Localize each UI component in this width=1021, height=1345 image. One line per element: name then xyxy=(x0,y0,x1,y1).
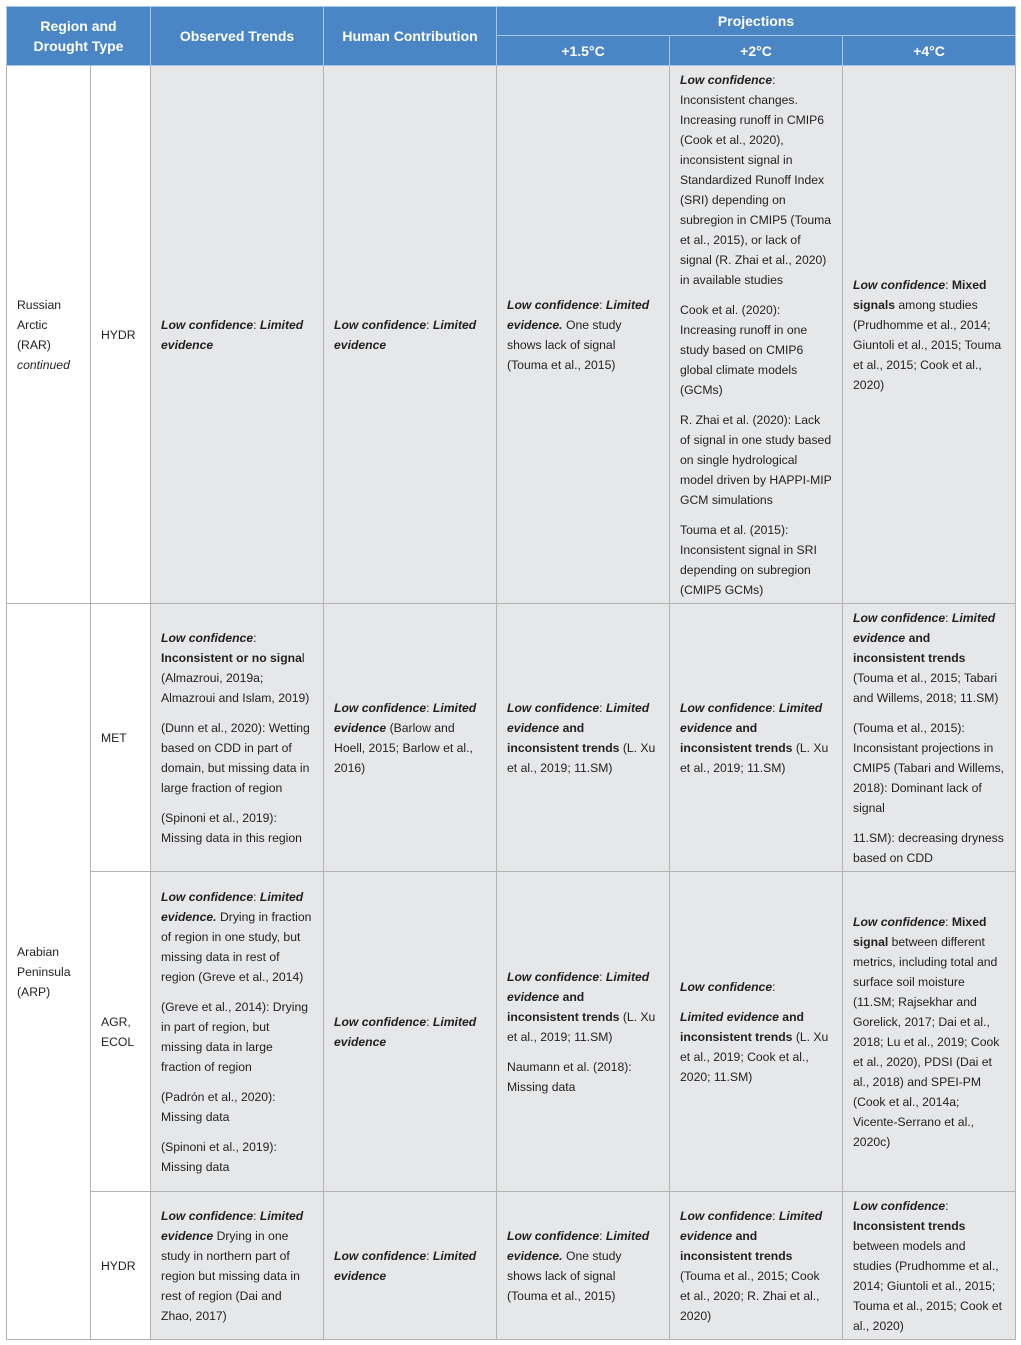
drought-assessment-table xyxy=(6,6,1016,1340)
confidence-label: Low confidence xyxy=(853,277,946,292)
cell-text: (Spinoni et al., 2019): Missing data xyxy=(161,1139,277,1174)
key-finding: and inconsistent trends xyxy=(853,630,966,665)
confidence-label: Low confidence xyxy=(507,700,600,715)
cell-paragraph xyxy=(680,1206,832,1326)
cell-paragraph xyxy=(161,887,313,987)
observed-trends-cell xyxy=(151,66,324,604)
cell-text: : xyxy=(772,1208,779,1223)
cell-text: (Touma et al., 2015; Cook et al., 2020; R. Zhai et al., 2020) xyxy=(680,1268,820,1323)
confidence-label: Low confidence xyxy=(853,1198,946,1213)
cell-paragraph xyxy=(680,520,832,600)
cell-text: : xyxy=(426,317,433,332)
confidence-label: Limited evidence xyxy=(507,700,650,735)
table-row-arp-hydr xyxy=(7,1192,1016,1340)
confidence-label: Low confidence xyxy=(680,1208,773,1223)
cell-text: : xyxy=(599,297,606,312)
cell-text: : xyxy=(253,630,257,645)
header-projections: Projections xyxy=(497,7,1016,36)
cell-text: : xyxy=(426,1014,433,1029)
confidence-label: Limited evidence. xyxy=(507,1228,650,1263)
cell-text: Drying in fraction of region in one study, but missing data in rest of region (Greve et al., 2014) xyxy=(161,909,312,984)
cell-paragraph xyxy=(853,718,1005,818)
cell-text: (Greve et al., 2014): Drying in part of region, but missing data in large fraction of region xyxy=(161,999,309,1074)
confidence-label: Low confidence xyxy=(334,317,427,332)
cell-text: Naumann et al. (2018): Missing data xyxy=(507,1059,632,1094)
cell-paragraph xyxy=(507,698,659,778)
cell-text: : xyxy=(945,610,952,625)
key-finding: and inconsistent trends xyxy=(507,989,620,1024)
projection-1-5c-cell xyxy=(497,604,670,872)
cell-paragraph xyxy=(680,698,832,778)
cell-text: : xyxy=(599,1228,606,1243)
projection-2c-cell xyxy=(670,1192,843,1340)
cell-text: (L. Xu et al., 2019; 11.SM) xyxy=(507,1009,656,1044)
confidence-label: Low confidence xyxy=(680,979,773,994)
projection-2c-cell xyxy=(670,872,843,1192)
header-4c: +4°C xyxy=(843,36,1016,66)
cell-text: (L. Xu et al., 2019; Cook et al., 2020; 11.SM) xyxy=(680,1029,829,1084)
key-finding: Mixed signal xyxy=(853,914,987,949)
cell-paragraph xyxy=(680,300,832,400)
observed-trends-cell xyxy=(151,872,324,1192)
cell-text: Drying in one study in northern part of region but missing data in rest of region (Dai and Zhao, 2017) xyxy=(161,1228,300,1323)
label-line: Arctic xyxy=(17,317,48,332)
region-cell-arp xyxy=(7,604,91,1340)
cell-paragraph xyxy=(853,275,1005,395)
confidence-label: Limited evidence xyxy=(853,610,996,645)
table-row-arp-met xyxy=(7,604,1016,872)
observed-trends-cell xyxy=(151,604,324,872)
confidence-label: Low confidence xyxy=(507,1228,600,1243)
cell-paragraph xyxy=(680,410,832,510)
header-observed-trends: Observed Trends xyxy=(151,7,324,66)
cell-text: One study shows lack of signal (Touma et al., 2015) xyxy=(507,1248,622,1303)
drought-type-cell: HYDR xyxy=(91,1192,151,1340)
key-finding: and inconsistent trends xyxy=(680,1228,793,1263)
label-line: AGR, xyxy=(101,1014,131,1029)
confidence-label: Low confidence xyxy=(853,610,946,625)
table-row-arp-agr-ecol xyxy=(7,872,1016,1192)
projection-4c-cell xyxy=(843,1192,1016,1340)
cell-text: Cook et al. (2020): Increasing runoff in one study based on CMIP6 global climate models (GCMs) xyxy=(680,302,808,397)
region-continued-note: continued xyxy=(17,357,70,372)
cell-paragraph xyxy=(507,967,659,1047)
cell-paragraph xyxy=(161,997,313,1077)
confidence-label: Limited evidence. xyxy=(161,889,304,924)
cell-text: (Touma et al., 2015): Inconsistant projections in CMIP5 (Tabari and Willems, 2018): Dominant lack of signal xyxy=(853,720,1005,815)
cell-paragraph xyxy=(853,608,1005,708)
cell-paragraph xyxy=(507,1226,659,1306)
region-name xyxy=(17,942,80,1002)
cell-paragraph xyxy=(161,315,313,355)
confidence-label: Limited evidence. xyxy=(507,297,650,332)
cell-paragraph xyxy=(853,1196,1005,1336)
cell-text: Touma et al. (2015): Inconsistent signal in SRI depending on subregion (CMIP5 GCMs) xyxy=(680,522,817,597)
confidence-label: Low confidence xyxy=(161,1208,254,1223)
confidence-label: Low confidence xyxy=(161,889,254,904)
key-finding: Mixed signals xyxy=(853,277,987,312)
cell-text: l (Almazroui, 2019a; Almazroui and Islam, 2019) xyxy=(161,650,310,705)
cell-text: : xyxy=(253,317,260,332)
human-contribution-cell xyxy=(324,66,497,604)
header-2c: +2°C xyxy=(670,36,843,66)
projection-2c-cell xyxy=(670,66,843,604)
confidence-label: Low confidence xyxy=(680,700,773,715)
label-line: (RAR) xyxy=(17,337,51,352)
observed-trends-cell xyxy=(151,1192,324,1340)
cell-text: : xyxy=(426,1248,433,1263)
table-row-rar-hydr xyxy=(7,66,1016,604)
confidence-label: Limited evidence xyxy=(334,1248,477,1283)
projection-4c-cell xyxy=(843,604,1016,872)
human-contribution-cell xyxy=(324,604,497,872)
confidence-label: Limited evidence xyxy=(680,1208,823,1243)
cell-paragraph xyxy=(334,1246,486,1286)
drought-type-cell xyxy=(91,872,151,1192)
drought-type-cell: HYDR xyxy=(91,66,151,604)
confidence-label: Low confidence xyxy=(507,969,600,984)
human-contribution-cell xyxy=(324,872,497,1192)
cell-text: (Padrón et al., 2020): Missing data xyxy=(161,1089,276,1124)
confidence-label: Low confidence xyxy=(334,700,427,715)
key-finding: and inconsistent trends xyxy=(507,720,620,755)
key-finding: Inconsistent or no signa xyxy=(161,650,302,665)
cell-paragraph xyxy=(334,698,486,778)
label-line: Russian xyxy=(17,297,62,312)
cell-paragraph xyxy=(161,628,313,708)
confidence-label: Limited evidence xyxy=(680,700,823,735)
confidence-label: Low confidence xyxy=(334,1248,427,1263)
cell-text: (Barlow and Hoell, 2015; Barlow et al., 2016) xyxy=(334,720,473,775)
cell-text: (Dunn et al., 2020): Wetting based on CDD in part of domain, but missing data in large fraction of region xyxy=(161,720,310,795)
cell-paragraph xyxy=(507,1057,659,1097)
cell-text: : xyxy=(772,700,779,715)
cell-paragraph xyxy=(161,1087,313,1127)
cell-paragraph xyxy=(853,912,1005,1152)
confidence-label: Limited evidence xyxy=(334,700,477,735)
cell-paragraph xyxy=(334,315,486,355)
projection-1-5c-cell xyxy=(497,1192,670,1340)
projection-1-5c-cell xyxy=(497,66,670,604)
confidence-label: Low confidence xyxy=(853,914,946,929)
confidence-label: Limited evidence xyxy=(161,1208,304,1243)
cell-paragraph xyxy=(853,828,1005,868)
cell-text: R. Zhai et al. (2020): Lack of signal in one study based on single hydrological model driven by HAPPI-MIP GCM simulations xyxy=(680,412,832,507)
cell-text: One study shows lack of signal (Touma et al., 2015) xyxy=(507,317,622,372)
confidence-label: Low confidence xyxy=(680,72,773,87)
confidence-label: Limited evidence xyxy=(507,969,650,1004)
cell-text: between models and studies (Prudhomme et al., 2014; Giuntoli et al., 2015; Touma et al., 2015; Cook et al., 2020) xyxy=(853,1238,1003,1333)
confidence-label: Low confidence xyxy=(161,317,254,332)
cell-text: (Spinoni et al., 2019): Missing data in this region xyxy=(161,810,302,845)
cell-paragraph xyxy=(161,1137,313,1177)
header-1-5c: +1.5°C xyxy=(497,36,670,66)
label-line: (ARP) xyxy=(17,984,51,999)
cell-paragraph xyxy=(680,70,832,290)
cell-text: (L. Xu et al., 2019; 11.SM) xyxy=(507,740,656,775)
projection-4c-cell xyxy=(843,66,1016,604)
key-finding: Inconsistent trends xyxy=(853,1218,966,1233)
region-name xyxy=(17,295,80,355)
confidence-label: Limited evidence xyxy=(161,317,304,352)
cell-text: : xyxy=(599,969,606,984)
confidence-label: Low confidence xyxy=(507,297,600,312)
confidence-label: Limited evidence xyxy=(680,1009,779,1024)
cell-paragraph xyxy=(507,295,659,375)
label-line: Peninsula xyxy=(17,964,71,979)
confidence-label: Low confidence xyxy=(161,630,254,645)
cell-paragraph xyxy=(334,1012,486,1052)
cell-paragraph xyxy=(680,1007,832,1087)
cell-text: : xyxy=(945,914,952,929)
cell-paragraph xyxy=(161,718,313,798)
region-cell-rar xyxy=(7,66,91,604)
cell-paragraph xyxy=(161,808,313,848)
cell-text: : xyxy=(599,700,606,715)
projection-1-5c-cell xyxy=(497,872,670,1192)
cell-text: : xyxy=(772,979,776,994)
cell-text: : Inconsistent changes. Increasing runoff in CMIP6 (Cook et al., 2020), inconsistent signal in Standardized Runoff Index (SRI) depending on subregion in CMIP5 (Touma et al., 2015), or lack of signal (R. Zhai et al., 2020) in available studies xyxy=(680,72,832,287)
projection-4c-cell xyxy=(843,872,1016,1192)
cell-text: (L. Xu et al., 2019; 11.SM) xyxy=(680,740,829,775)
cell-text: 11.SM): decreasing dryness based on CDD xyxy=(853,830,1004,865)
drought-type-cell: MET xyxy=(91,604,151,872)
cell-text: between different metrics, including total and surface soil moisture (11.SM; Rajsekhar and Gorelick, 2017; Dai et al., 2018; Lu et al., 2019; Cook et al., 2020), PDSI (Dai et al., 2018) and SPEI-PM (Cook et al., 2014a; Vicente-Serrano et al., 2020c) xyxy=(853,934,1000,1149)
label-line: Arabian xyxy=(17,944,60,959)
human-contribution-cell xyxy=(324,1192,497,1340)
projection-2c-cell xyxy=(670,604,843,872)
key-finding: and inconsistent trends xyxy=(680,720,793,755)
confidence-label: Limited evidence xyxy=(334,317,477,352)
confidence-label: Limited evidence xyxy=(334,1014,477,1049)
confidence-label: Low confidence xyxy=(334,1014,427,1029)
label-line: ECOL xyxy=(101,1034,135,1049)
cell-text: among studies (Prudhomme et al., 2014; Giuntoli et al., 2015; Touma et al., 2015; Cook et al., 2020) xyxy=(853,297,1002,392)
cell-paragraph xyxy=(161,1206,313,1326)
header-human-contribution: Human Contribution xyxy=(324,7,497,66)
cell-paragraph xyxy=(680,977,832,997)
cell-text: : xyxy=(945,277,952,292)
header-region-type: Region and Drought Type xyxy=(7,7,151,66)
cell-text: (Touma et al., 2015; Tabari and Willems, 2018; 11.SM) xyxy=(853,670,999,705)
cell-text: : xyxy=(253,889,260,904)
cell-text: : xyxy=(945,1198,949,1213)
cell-text: : xyxy=(426,700,433,715)
cell-text: : xyxy=(253,1208,260,1223)
key-finding: and inconsistent trends xyxy=(680,1009,804,1044)
